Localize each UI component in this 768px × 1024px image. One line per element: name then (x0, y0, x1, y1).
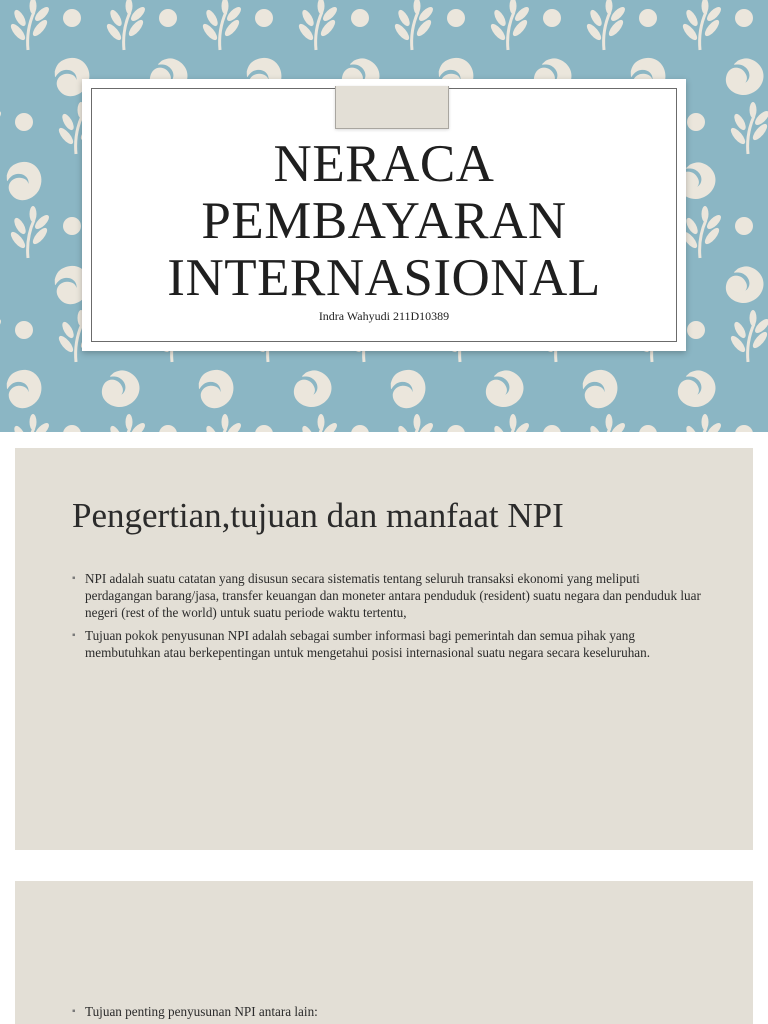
bullet-icon: ▪ (72, 1006, 76, 1017)
paisley-motif (385, 365, 431, 412)
leaf-motif (9, 206, 52, 258)
dot-motif (351, 9, 369, 27)
slide-title-line: NERACA (273, 135, 495, 193)
paisley-motif (721, 260, 768, 310)
dot-motif (255, 9, 273, 27)
slide-heading: Pengertian,tujuan dan manfaat NPI (72, 496, 564, 535)
paisley-motif (1, 157, 47, 204)
bullet-item (72, 1003, 702, 1020)
leaf-motif (297, 414, 340, 432)
leaf-motif (201, 414, 244, 432)
leaf-motif (105, 414, 148, 432)
paisley-motif (0, 260, 2, 310)
leaf-motif (585, 414, 628, 432)
dot-motif (639, 425, 657, 432)
leaf-motif (729, 310, 768, 362)
leaf-motif (297, 0, 340, 50)
bullet-text: NPI adalah suatu catatan yang disusun secara sistematis tentang seluruh transaksi ekonomi yang meliputi perdagangan barang/jasa, transfer keuangan dan moneter antara penduduk (resident) suatu negara dan penduduk luar negeri (rest of the world) untuk suatu periode waktu tertentu, (85, 571, 701, 620)
leaf-motif (489, 0, 532, 50)
slide-title-line: PEMBAYARAN (201, 192, 567, 250)
dot-motif (543, 425, 561, 432)
dot-motif (159, 425, 177, 432)
slide-title-line: INTERNASIONAL (167, 249, 601, 307)
paisley-motif (193, 365, 239, 412)
bullet-item (72, 570, 702, 621)
title-slide (0, 0, 768, 432)
dot-motif (255, 425, 273, 432)
bullet-list (72, 570, 702, 667)
dot-motif (351, 425, 369, 432)
leaf-motif (9, 0, 52, 50)
dot-motif (63, 425, 81, 432)
content-slide-objectives (15, 881, 753, 1024)
leaf-motif (681, 414, 724, 432)
bullet-text: Tujuan pokok penyusunan NPI adalah sebagai sumber informasi bagi pemerintah dan semua pihak yang membutuhkan atau berkepentingan untuk mengetahui posisi internasional suatu negara secara keseluruhan. (85, 628, 651, 660)
leaf-motif (729, 102, 768, 154)
bullet-item (72, 627, 702, 661)
slide-title (92, 136, 676, 307)
bullet-icon: ▪ (72, 630, 76, 641)
leaf-motif (681, 0, 724, 50)
dot-motif (15, 113, 33, 131)
dot-motif (447, 425, 465, 432)
title-card-tab (335, 86, 449, 129)
title-card-border (91, 88, 677, 342)
dot-motif (543, 9, 561, 27)
dot-motif (735, 217, 753, 235)
paisley-motif (289, 364, 338, 414)
dot-motif (447, 9, 465, 27)
leaf-motif (0, 310, 3, 362)
title-card (82, 79, 686, 351)
leaf-motif (9, 414, 52, 432)
leaf-motif (0, 102, 3, 154)
leaf-motif (681, 206, 724, 258)
dot-motif (735, 425, 753, 432)
paisley-motif (481, 364, 530, 414)
paisley-motif (97, 364, 146, 414)
paisley-motif (1, 365, 47, 412)
leaf-motif (585, 0, 628, 50)
leaf-motif (201, 0, 244, 50)
bullet-text: Tujuan penting penyusunan NPI antara lain: (85, 1004, 318, 1019)
dot-motif (687, 321, 705, 339)
dot-motif (735, 9, 753, 27)
slide-subtitle: Indra Wahyudi 211D10389 (318, 309, 450, 323)
leaf-motif (393, 414, 436, 432)
leaf-motif (393, 0, 436, 50)
bullet-icon: ▪ (72, 573, 76, 584)
paisley-motif (577, 365, 623, 412)
dot-motif (15, 321, 33, 339)
leaf-motif (105, 0, 148, 50)
leaf-motif (489, 414, 532, 432)
content-slide-definition (15, 448, 753, 850)
paisley-motif (721, 52, 768, 102)
paisley-motif (673, 364, 722, 414)
bullet-list (72, 1003, 702, 1024)
dot-motif (687, 113, 705, 131)
dot-motif (63, 217, 81, 235)
dot-motif (159, 9, 177, 27)
dot-motif (63, 9, 81, 27)
dot-motif (639, 9, 657, 27)
paisley-motif (0, 52, 2, 102)
